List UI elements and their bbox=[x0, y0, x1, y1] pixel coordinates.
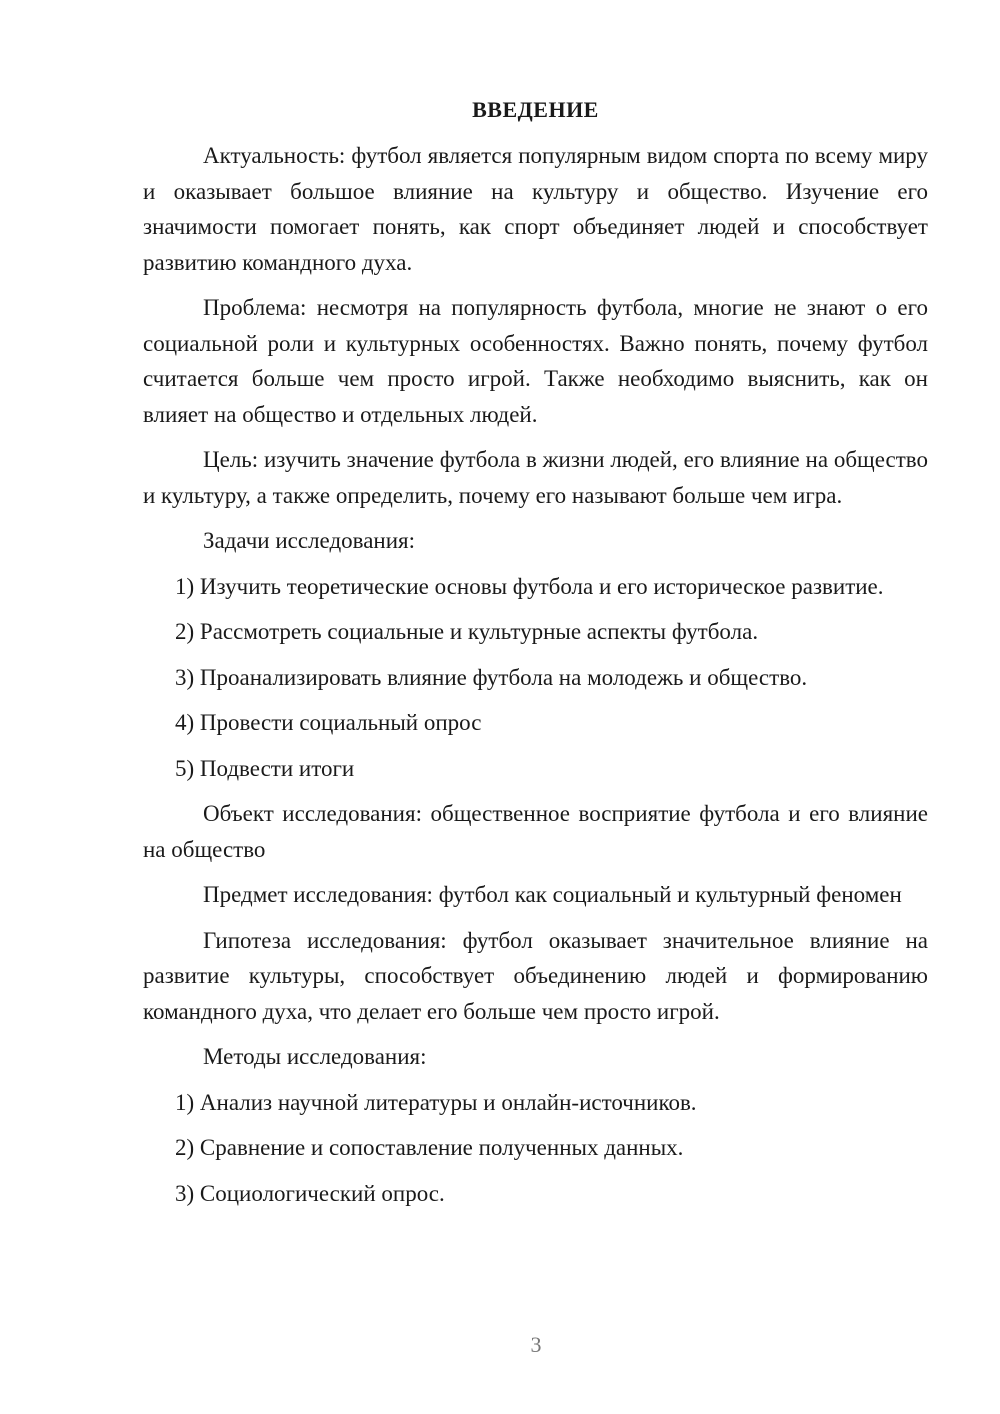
object-paragraph: Объект исследования: общественное восприятие футбола и его влияние на общество bbox=[143, 801, 928, 862]
task-item: 4) Провести социальный опрос bbox=[175, 710, 482, 735]
goal-paragraph: Цель: изучить значение футбола в жизни людей, его влияние на общество и культуру, а также определить, почему его называют больше чем игра. bbox=[143, 447, 928, 508]
page-number: 3 bbox=[530, 1332, 542, 1357]
method-item: 3) Социологический опрос. bbox=[175, 1180, 445, 1206]
task-item: 3) Проанализировать влияние футбола на молодежь и общество. bbox=[175, 664, 808, 690]
method-item: 2) Сравнение и сопоставление полученных данных. bbox=[175, 1135, 684, 1160]
page-content bbox=[143, 92, 928, 1221]
task-item: 2) Рассмотреть социальные и культурные аспекты футбола. bbox=[175, 619, 759, 644]
task-item: 1) Изучить теоретические основы футбола и его историческое развитие. bbox=[175, 573, 884, 599]
method-item: 1) Анализ научной литературы и онлайн-источников. bbox=[175, 1089, 697, 1115]
hypothesis-paragraph: Гипотеза исследования: футбол оказывает значительное влияние на развитие культуры, способствует объединению людей и формированию командного духа, что делает его больше чем просто игрой. bbox=[143, 927, 928, 1024]
subject-paragraph: Предмет исследования: футбол как социальный и культурный феномен bbox=[203, 882, 902, 907]
section-heading: ВВЕДЕНИЕ bbox=[472, 97, 599, 122]
problem-paragraph: Проблема: несмотря на популярность футбола, многие не знают о его социальной роли и культурных особенностях. Важно понять, почему футбол считается больше чем просто игрой. Также необходимо выяснить, как он влияет на общество и отдельных людей. bbox=[143, 295, 928, 427]
methods-label: Методы исследования: bbox=[203, 1044, 427, 1069]
tasks-label: Задачи исследования: bbox=[203, 528, 416, 553]
relevance-paragraph: Актуальность: футбол является популярным видом спорта по всему миру и оказывает большое влияние на культуру и общество. Изучение его значимости помогает понять, как спорт объединяет людей и способствует развитию командного духа. bbox=[143, 143, 928, 275]
task-item: 5) Подвести итоги bbox=[175, 755, 355, 781]
